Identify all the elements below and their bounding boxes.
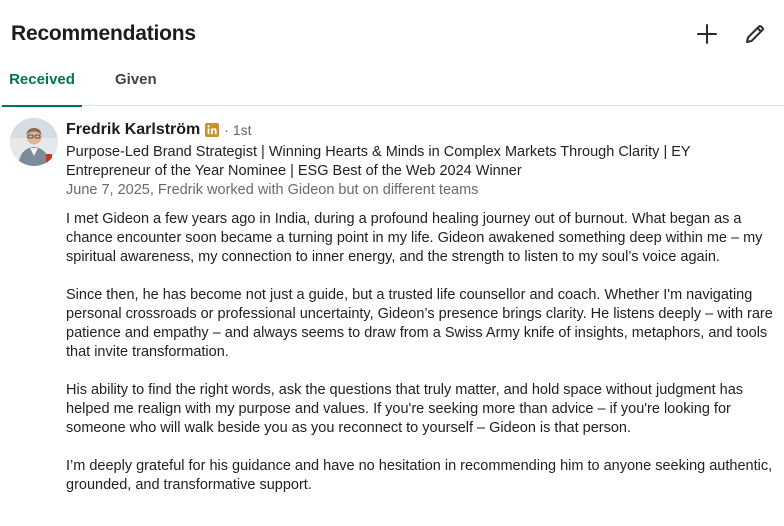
- linkedin-icon: [205, 123, 219, 137]
- recommender-name[interactable]: Fredrik Karlström: [66, 121, 201, 138]
- plus-icon: [696, 23, 718, 45]
- connection-degree: · 1st: [224, 122, 252, 138]
- recommendation-paragraph: I met Gideon a few years ago in India, during a profound healing journey out of burnout. What began as a chance encounter soon became a turning point in my life. Gideon awakened something deep within me – my spiritual awareness, my connection to inner energy, and the strength to listen to my soul’s voice again.: [66, 211, 763, 265]
- section-header: [0, 0, 784, 66]
- tab-given[interactable]: Given: [115, 71, 157, 88]
- page-title: Recommendations: [11, 22, 196, 45]
- add-recommendation-button[interactable]: [693, 20, 721, 48]
- pencil-icon: [744, 23, 766, 45]
- recommendation-meta: June 7, 2025, Fredrik worked with Gideon but on different teams: [66, 182, 479, 198]
- recommender-headline: Purpose-Led Brand Strategist | Winning Hearts & Minds in Complex Markets Through Clarity | EY Entrepreneur of the Year Nominee | ESG Best of the Web 2024 Winner: [66, 144, 691, 179]
- recommender-row: [66, 120, 778, 140]
- recommendation-text: [66, 210, 778, 495]
- edit-recommendations-button[interactable]: [741, 20, 769, 48]
- recommendation-paragraph: Since then, he has become not just a guide, but a trusted life counsellor and coach. Whether I'm navigating personal crossroads or professional uncertainty, Gideon’s presence brings clarity. He listens deeply – with rare patience and empathy – and always seems to draw from a Swiss Army knife of insights, metaphors, and tools that invite transformation.: [66, 287, 773, 360]
- recommendation-card: [66, 120, 778, 514]
- recommendation-paragraph: I’m deeply grateful for his guidance and have no hesitation in recommending him to anyone seeking authentic, grounded, and transformative support.: [66, 458, 773, 493]
- recommendation-tabs: [0, 66, 784, 106]
- recommendation-paragraph: His ability to find the right words, ask the questions that truly matter, and hold space without judgment has helped me realign with my purpose and values. If you're seeking more than advice – if you're looking for someone who will walk beside you as you reconnect to yourself – Gideon is that person.: [66, 382, 744, 436]
- avatar[interactable]: [10, 118, 58, 166]
- tab-received[interactable]: Received: [2, 66, 82, 106]
